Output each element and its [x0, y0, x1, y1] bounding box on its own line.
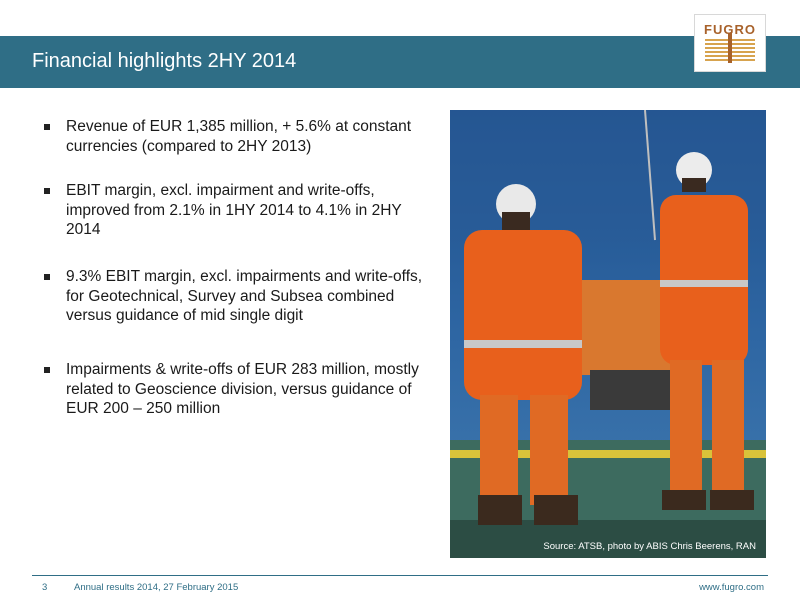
bullet-item: [44, 360, 424, 419]
fugro-logo: [694, 14, 766, 72]
footer-url-link[interactable]: www.fugro.com: [699, 582, 764, 593]
slide-title: Financial highlights 2HY 2014: [32, 50, 297, 72]
workers-photo: [450, 110, 766, 558]
bullet-square-icon: [44, 124, 50, 130]
bullet-item: [44, 181, 424, 240]
footer-event: Annual results 2014, 27 February 2015: [74, 582, 239, 593]
logo-drill-mark: [728, 33, 732, 63]
bullet-text: Impairments & write-offs of EUR 283 million, mostly related to Geoscience division, versus guidance of EUR 200 – 250 million: [66, 361, 419, 417]
bullet-item: [44, 267, 424, 326]
photo-illustration: [450, 110, 766, 558]
bullet-item: [44, 117, 424, 156]
bullet-square-icon: [44, 367, 50, 373]
footer-divider: [32, 575, 768, 576]
bullet-square-icon: [44, 188, 50, 194]
bullet-square-icon: [44, 274, 50, 280]
bullet-text: EBIT margin, excl. impairment and write-offs, improved from 2.1% in 1HY 2014 to 4.1% in 2HY 2014: [66, 182, 402, 238]
bullet-text: Revenue of EUR 1,385 million, + 5.6% at constant currencies (compared to 2HY 2013): [66, 118, 412, 155]
photo-caption: Source: ATSB, photo by ABIS Chris Beerens, RAN: [543, 541, 756, 552]
logo-text: FUGRO: [704, 22, 756, 37]
page-number: 3: [42, 582, 48, 593]
bullet-text: 9.3% EBIT margin, excl. impairments and write-offs, for Geotechnical, Survey and Subsea combined versus guidance of mid single digit: [66, 268, 423, 324]
